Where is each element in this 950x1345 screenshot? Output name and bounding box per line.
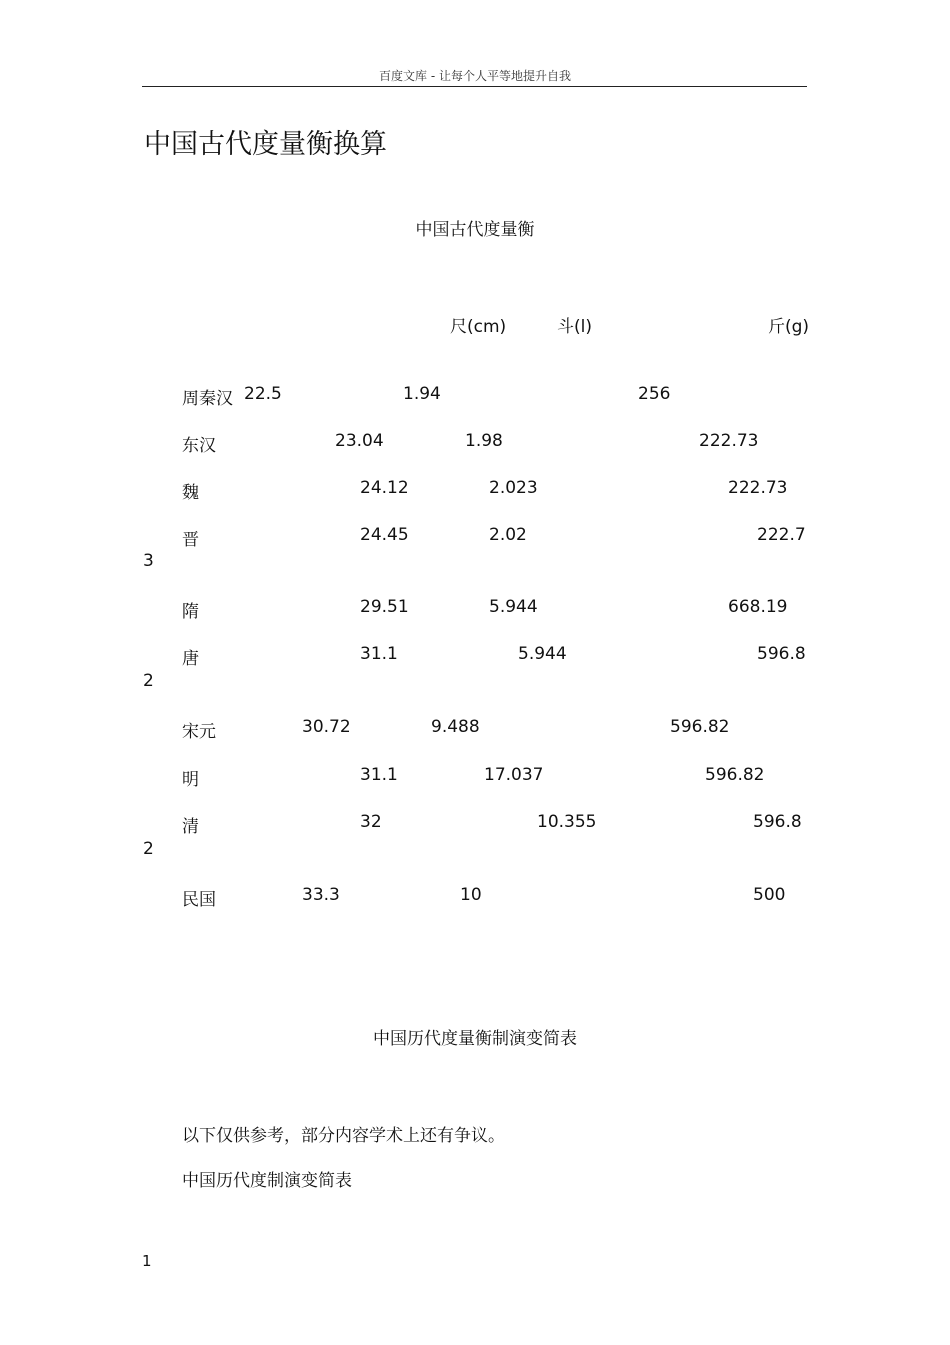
row-chi-value: 24.12 (360, 478, 409, 498)
row-dynasty: 东汉 (182, 436, 216, 456)
row-chi-value: 31.1 (360, 765, 398, 785)
header-divider (142, 86, 807, 87)
row-chi-value: 22.5 (244, 384, 282, 404)
row-dou-value: 2.02 (489, 525, 527, 545)
row-jin-value-wrapped-digit: 3 (143, 551, 154, 571)
row-jin-value: 222.7 (757, 525, 806, 545)
section-title: 中国历代度量衡制演变简表 (373, 1029, 577, 1049)
column-header-dou: 斗(l) (557, 317, 592, 337)
page-header: 百度文库 - 让每个人平等地提升自我 (379, 69, 571, 83)
row-dou-value: 9.488 (431, 717, 480, 737)
row-dynasty: 隋 (182, 602, 199, 622)
row-chi-value: 33.3 (302, 885, 340, 905)
row-chi-value: 31.1 (360, 644, 398, 664)
page-number: 1 (142, 1252, 152, 1270)
table-title: 中国古代度量衡 (415, 220, 535, 240)
row-jin-value: 222.73 (699, 431, 759, 451)
row-dou-value: 5.944 (489, 597, 538, 617)
row-jin-value-wrapped-digit: 2 (143, 839, 154, 859)
row-dynasty: 民国 (182, 890, 216, 910)
row-jin-value: 668.19 (728, 597, 788, 617)
row-dou-value: 5.944 (518, 644, 567, 664)
reference-note: 以下仅供参考，部分内容学术上还有争议。 (182, 1126, 505, 1146)
row-chi-value: 23.04 (335, 431, 384, 451)
row-dynasty: 唐 (182, 649, 199, 669)
row-dynasty: 魏 (182, 483, 199, 503)
row-dou-value: 17.037 (484, 765, 544, 785)
row-dynasty: 周秦汉 (182, 389, 233, 409)
row-chi-value: 30.72 (302, 717, 351, 737)
row-jin-value: 256 (638, 384, 671, 404)
row-dynasty: 清 (182, 817, 199, 837)
row-dou-value: 10 (460, 885, 482, 905)
section-subheading: 中国历代度制演变简表 (182, 1171, 352, 1191)
row-dynasty: 晋 (182, 530, 199, 550)
row-dou-value: 10.355 (537, 812, 597, 832)
row-jin-value: 500 (753, 885, 786, 905)
row-jin-value: 222.73 (728, 478, 788, 498)
row-chi-value: 24.45 (360, 525, 409, 545)
row-dou-value: 1.94 (403, 384, 441, 404)
row-chi-value: 32 (360, 812, 382, 832)
row-jin-value: 596.8 (753, 812, 802, 832)
column-header-chi: 尺(cm) (450, 317, 507, 337)
document-title: 中国古代度量衡换算 (144, 129, 387, 160)
column-header-jin: 斤(g) (768, 317, 810, 337)
row-jin-value-wrapped-digit: 2 (143, 671, 154, 691)
row-chi-value: 29.51 (360, 597, 409, 617)
row-dynasty: 明 (182, 770, 199, 790)
row-dou-value: 2.023 (489, 478, 538, 498)
row-dou-value: 1.98 (465, 431, 503, 451)
row-jin-value: 596.82 (705, 765, 765, 785)
row-jin-value: 596.82 (670, 717, 730, 737)
row-dynasty: 宋元 (182, 722, 216, 742)
row-jin-value: 596.8 (757, 644, 806, 664)
